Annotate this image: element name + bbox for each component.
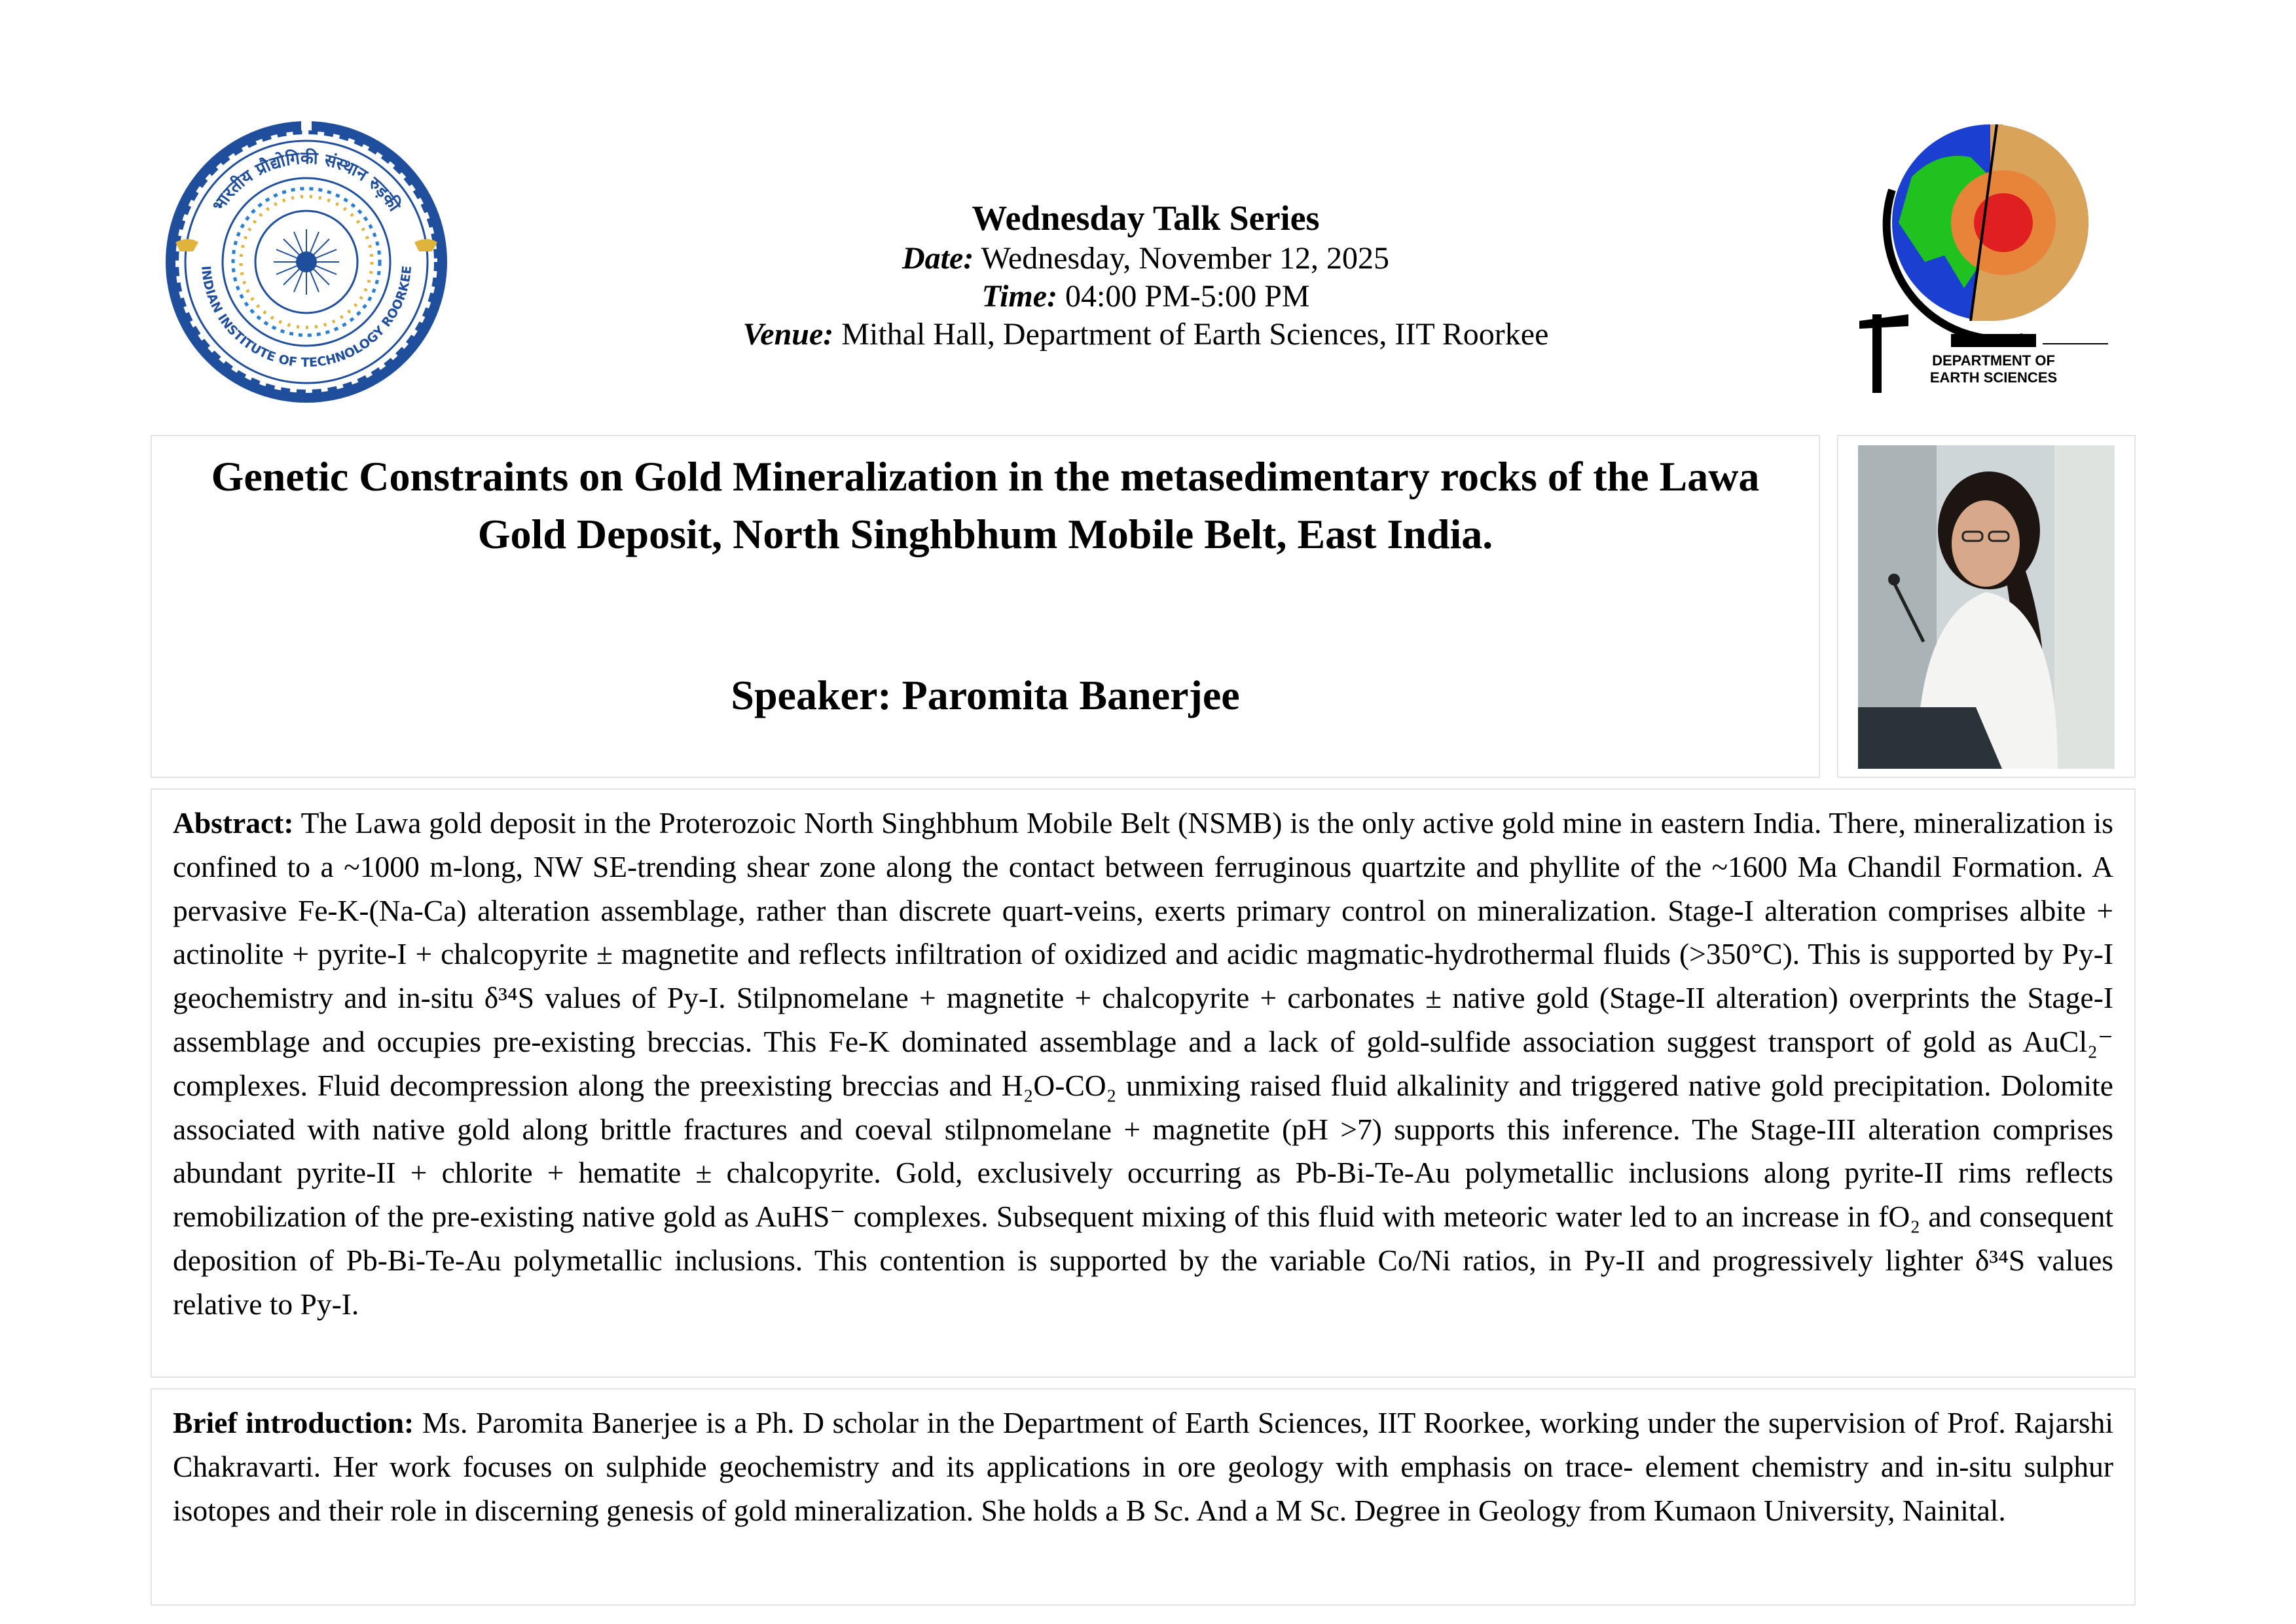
series-title: Wednesday Talk Series: [972, 198, 1320, 238]
title-box: [151, 435, 1820, 778]
iit-roorkee-logo: [156, 111, 457, 413]
speaker-photo-frame: [1837, 435, 2136, 778]
earth-sciences-logo: [1846, 118, 2121, 399]
logo-line-2: EARTH SCIENCES: [1929, 369, 2058, 386]
abstract-label: Abstract:: [173, 806, 294, 840]
time-value: 04:00 PM-5:00 PM: [1065, 279, 1310, 314]
logo-line-1: DEPARTMENT OF: [1932, 352, 2055, 369]
event-time: [458, 278, 1833, 316]
abstract-paragraph: [173, 802, 2113, 1327]
introduction-section: [151, 1388, 2136, 1606]
talk-title: Genetic Constraints on Gold Mineralization in the metasedimentary rocks of the Lawa Gold Deposit, North Singhbhum Mobile Belt, East India.: [211, 453, 1760, 557]
svg-text:भारतीय प्रौद्योगिकी संस्थान रु: भारतीय प्रौद्योगिकी संस्थान रुड़की: [208, 148, 405, 215]
intro-label: Brief introduction:: [173, 1406, 414, 1439]
event-header: [458, 196, 1833, 354]
date-value: Wednesday, November 12, 2025: [981, 241, 1389, 276]
speaker-photo: [1858, 445, 2115, 769]
time-label: Time:: [981, 279, 1058, 314]
svg-text:INDIAN INSTITUTE OF TECHNOLOGY: INDIAN INSTITUTE OF TECHNOLOGY ROORKEE: [198, 265, 414, 371]
intro-text: Ms. Paromita Banerjee is a Ph. D scholar in the Department of Earth Sciences, IIT Roorkee, working under the supervision of Prof. Rajarshi Chakravarti. Her work focuses on sulphide geochemistry and its applications in ore geology with emphasis on trace- element chemistry and in-situ sulphur isotopes and their role in discerning genesis of gold mineralization. She holds a B Sc. And a M Sc. Degree in Geology from Kumaon University, Nainital.: [173, 1406, 2113, 1527]
date-label: Date:: [902, 241, 974, 276]
event-date: [458, 240, 1833, 278]
venue-value: Mithal Hall, Department of Earth Sciences, IIT Roorkee: [841, 317, 1549, 352]
abstract-section: [151, 788, 2136, 1378]
event-venue: [458, 316, 1833, 354]
speaker-name: Speaker: Paromita Banerjee: [731, 672, 1240, 718]
abstract-text: The Lawa gold deposit in the Proterozoic North Singhbhum Mobile Belt (NSMB) is the only active gold mine in eastern India. There, mineralization is confined to a ~1000 m-long, NW SE-trending shear zone along the contact between ferruginous quartzite and phyllite of the ~1600 Ma Chandil Formation. A pervasive Fe-K-(Na-Ca) alteration assemblage, rather than discrete quart-veins, exerts primary control on mineralization. Stage-I alteration comprises albite + actinolite + pyrite-I + chalcopyrite ± magnetite and reflects infiltration of oxidized and acidic magmatic-hydrothermal fluids (>350°C). This is supported by Py-I geochemistry and in-situ δ³⁴S values of Py-I. Stilpnomelane + magnetite + chalcopyrite + carbonates ± native gold (Stage-II alteration) overprints the Stage-I assemblage and occupies pre-existing breccias. This Fe-K dominated assemblage and a lack of gold-sulfide association suggest transport of gold as AuCl₂⁻ complexes. Fluid decompression along the preexisting breccias and H₂O-CO₂ unmixing raised fluid alkalinity and triggered native gold precipitation. Dolomite associated with native gold along brittle fractures and coeval stilpnomelane + magnetite (pH >7) supports this inference. The Stage-III alteration comprises abundant pyrite-II + chlorite + hematite ± chalcopyrite. Gold, exclusively occurring as Pb-Bi-Te-Au polymetallic inclusions along pyrite-II rims reflects remobilization of the pre-existing native gold as AuHS⁻ complexes. Subsequent mixing of this fluid with meteoric water led to an increase in fO₂ and consequent deposition of Pb-Bi-Te-Au polymetallic inclusions. This contention is supported by the variable Co/Ni ratios, in Py-II and progressively lighter δ³⁴S values relative to Py-I.: [173, 806, 2113, 1321]
venue-label: Venue:: [742, 317, 834, 352]
intro-paragraph: [173, 1401, 2113, 1532]
